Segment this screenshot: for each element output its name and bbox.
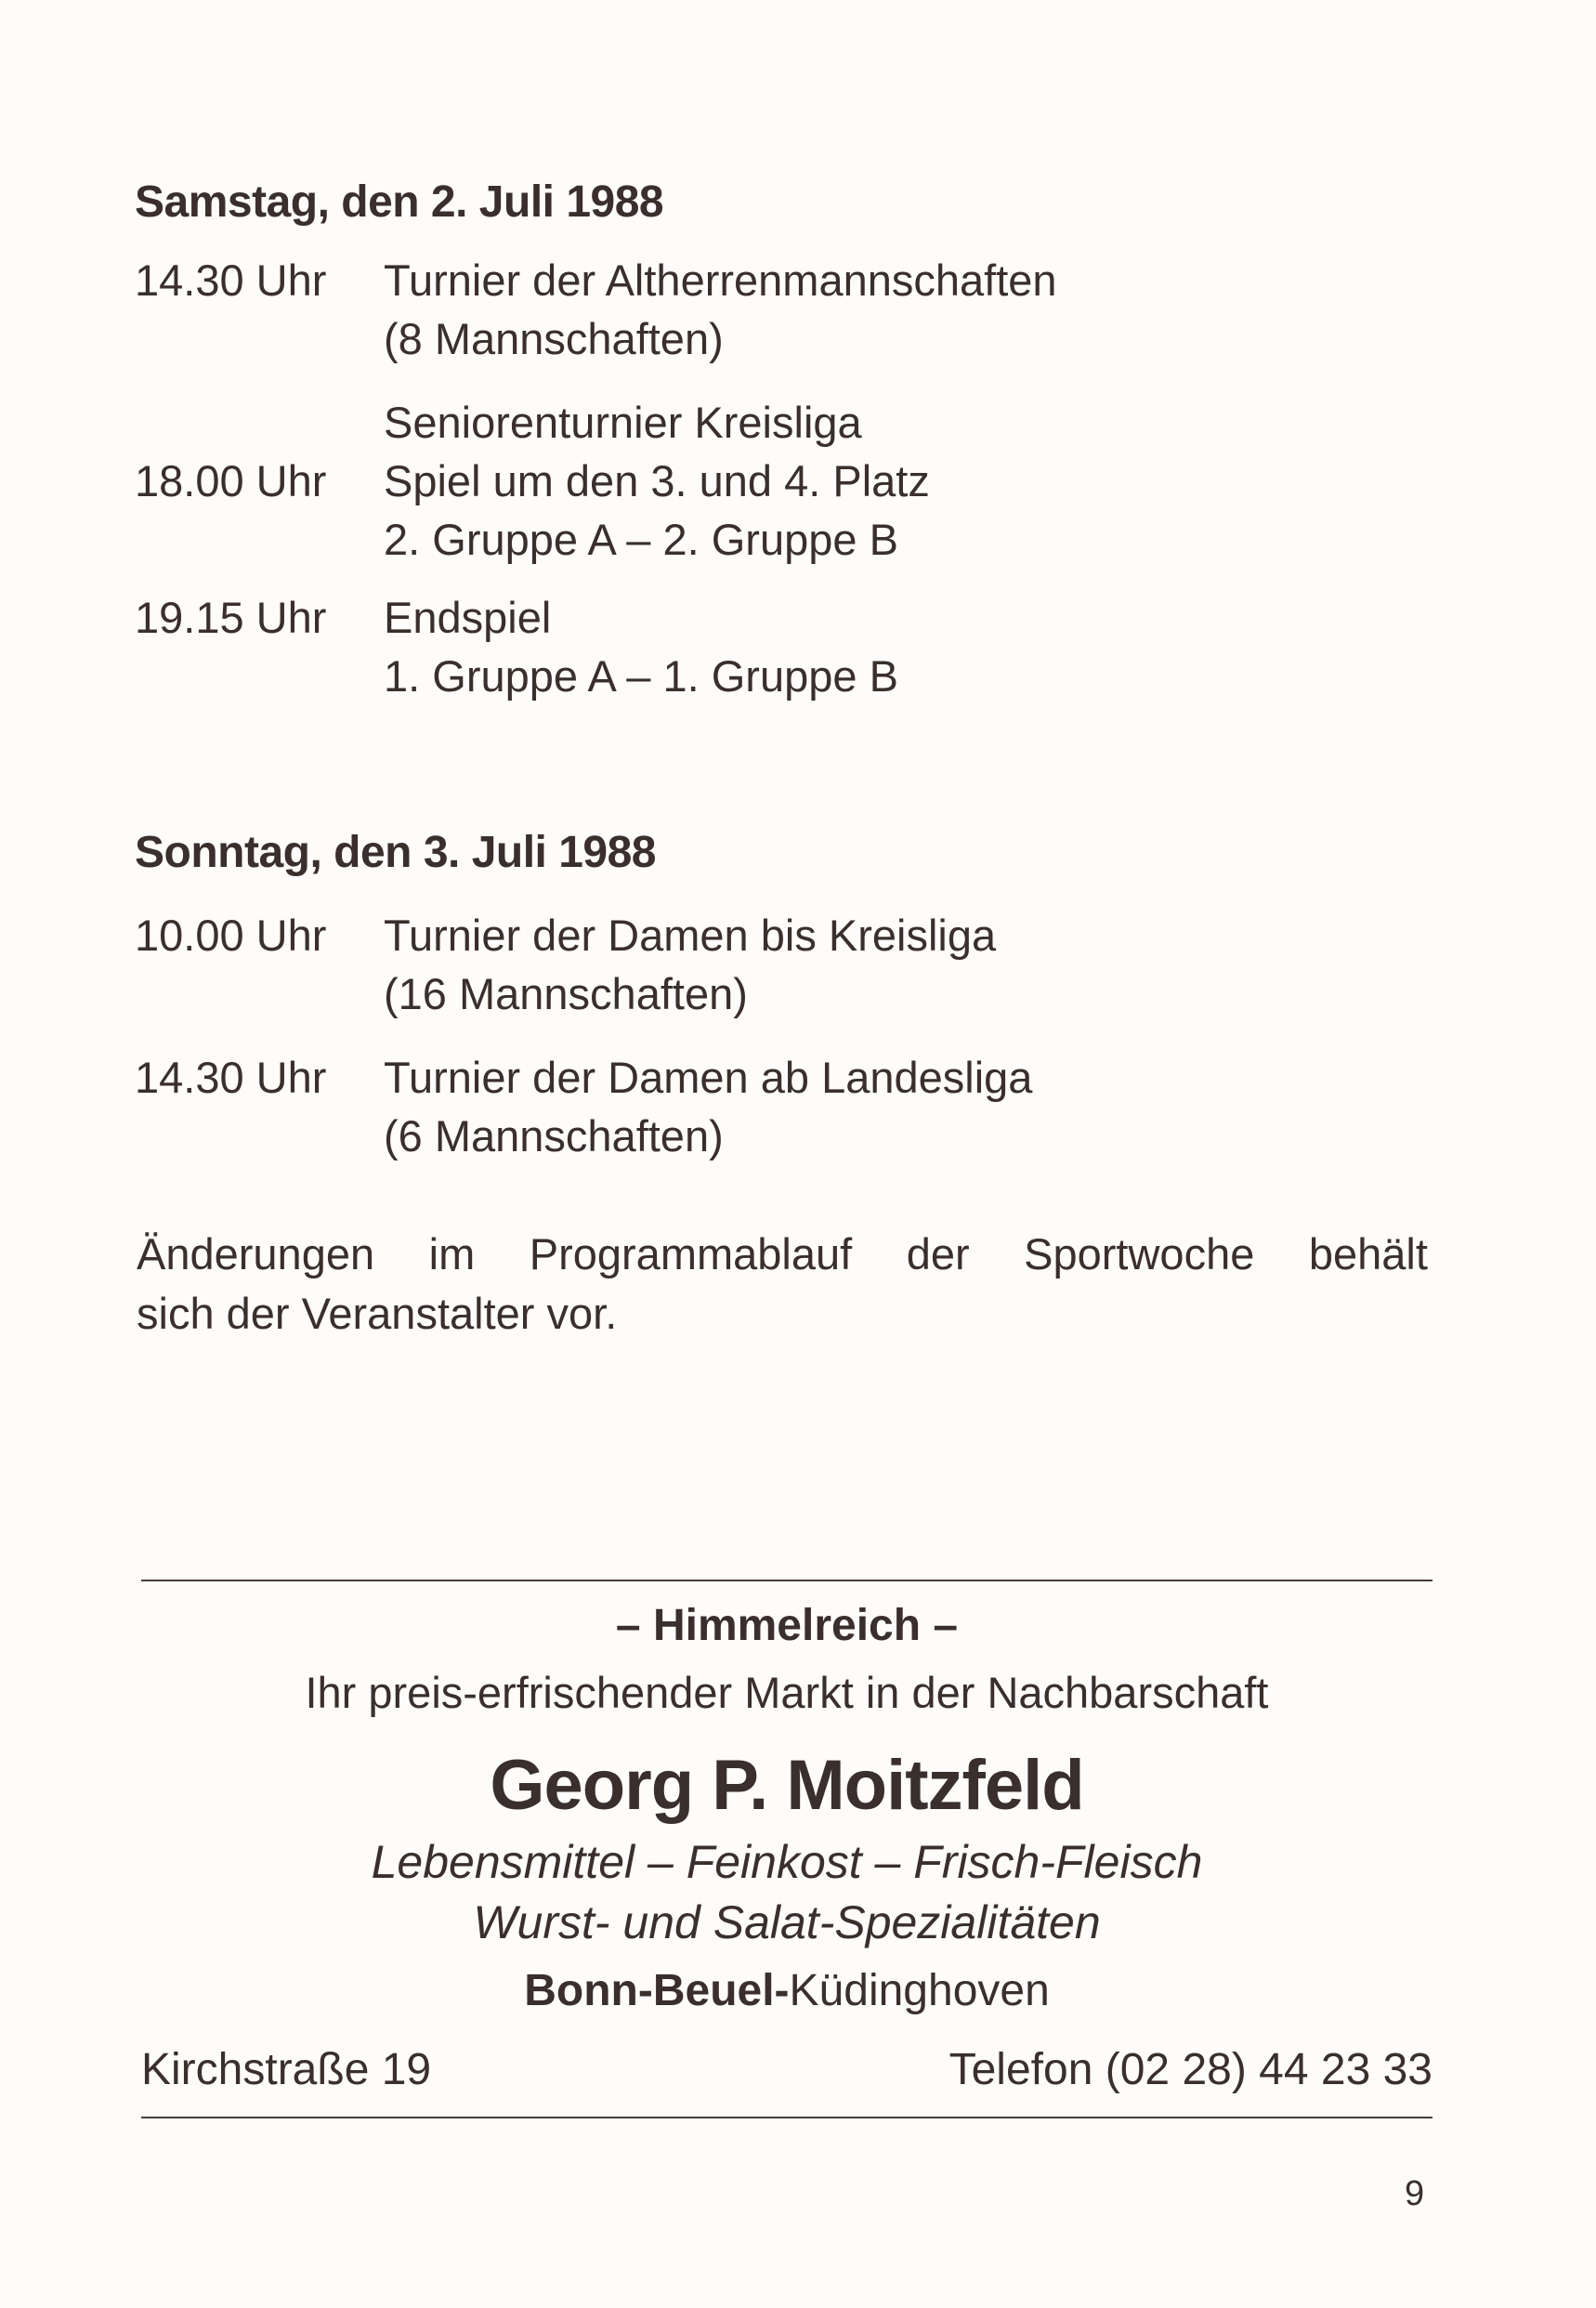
- entry-line: 2. Gruppe A – 2. Gruppe B: [384, 515, 898, 564]
- ad-product-line-1: Lebensmittel – Feinkost – Frisch-Fleisch: [371, 1836, 1203, 1888]
- notice-line-1: [137, 1225, 1428, 1284]
- notice-word: der: [906, 1229, 970, 1279]
- page-number: 9: [1405, 2174, 1425, 2213]
- entry-time: 19.15 Uhr: [135, 593, 327, 642]
- entry-time: 10.00 Uhr: [135, 911, 327, 960]
- entry-description: [384, 393, 930, 569]
- ad-location-rest: Küdinghoven: [789, 1966, 1050, 2015]
- entry-line: Endspiel: [384, 593, 552, 642]
- ad-address: Kirchstraße 19: [141, 2045, 432, 2094]
- ad-contact-row: [141, 2044, 1432, 2095]
- ad-location-bold: Bonn-Beuel-: [524, 1966, 790, 2015]
- entry-description: [384, 251, 1057, 368]
- saturday-heading: Samstag, den 2. Juli 1988: [135, 177, 664, 227]
- entry-time: 18.00 Uhr: [135, 456, 327, 505]
- ad-bottom-rule: [141, 2117, 1432, 2118]
- notice-word: Änderungen: [137, 1229, 375, 1279]
- ad-location: [141, 1965, 1432, 2016]
- notice-word: behält: [1308, 1229, 1428, 1279]
- notice-word: Programmablauf: [529, 1229, 853, 1279]
- notice-word: Sportwoche: [1024, 1229, 1255, 1279]
- entry-line: (16 Mannschaften): [384, 969, 748, 1018]
- entry-line: Turnier der Damen bis Kreisliga: [384, 911, 997, 960]
- entry-time: 14.30 Uhr: [135, 1053, 327, 1102]
- entry-line: Turnier der Damen ab Landesliga: [384, 1053, 1033, 1102]
- ad-tagline: Ihr preis-erfrischender Markt in der Nachbarschaft: [305, 1668, 1269, 1717]
- ad-phone: Telefon (02 28) 44 23 33: [948, 2045, 1432, 2094]
- notice-line-2: sich der Veranstalter vor.: [137, 1289, 618, 1338]
- notice-word: im: [428, 1229, 476, 1279]
- entry-line: 1. Gruppe A – 1. Gruppe B: [384, 651, 898, 701]
- sunday-heading: Sonntag, den 3. Juli 1988: [135, 828, 656, 877]
- entry-line: (8 Mannschaften): [384, 314, 724, 363]
- entry-line: (6 Mannschaften): [384, 1111, 724, 1161]
- ad-product-line-2: Wurst- und Salat-Spezialitäten: [473, 1896, 1101, 1948]
- entry-description: [384, 1048, 1032, 1165]
- ad-business-name: Georg P. Moitzfeld: [490, 1746, 1084, 1825]
- entry-line: Turnier der Altherrenmannschaften: [384, 256, 1057, 305]
- entry-time: 14.30 Uhr: [135, 256, 327, 305]
- ad-kicker: – Himmelreich –: [615, 1601, 959, 1650]
- entry-description: [384, 588, 898, 705]
- entry-description: [384, 906, 996, 1023]
- entry-line: Spiel um den 3. und 4. Platz: [384, 456, 930, 505]
- ad-top-rule: [141, 1580, 1432, 1581]
- program-change-notice: [137, 1225, 1437, 1344]
- entry-line: Seniorenturnier Kreisliga: [384, 398, 862, 447]
